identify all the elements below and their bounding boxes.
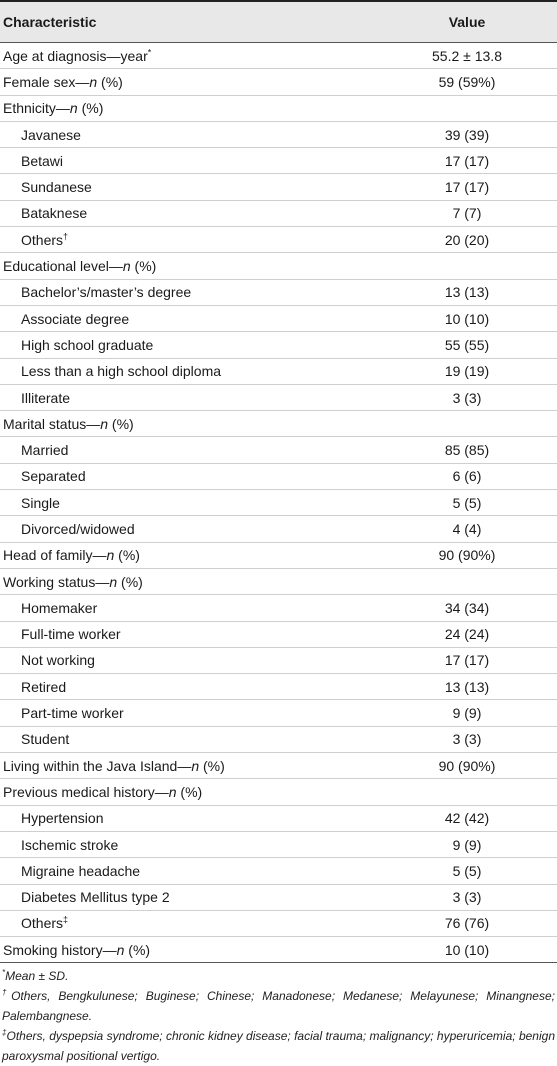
row-label-text: Less than a high school diploma xyxy=(21,363,222,380)
row-label-text: Female sex— xyxy=(3,73,90,90)
row-label-text: Not working xyxy=(21,652,95,669)
row-value: 6 (6) xyxy=(377,463,557,489)
table-row xyxy=(0,358,557,384)
row-label-text: Married xyxy=(21,442,69,459)
row-label xyxy=(0,779,377,805)
footnote-text: Others, dyspepsia syndrome; chronic kidney disease; facial trauma; malignancy; hyperuricemia; benign paroxysmal positional vertigo. xyxy=(2,1029,555,1064)
row-label-text: Retired xyxy=(21,678,67,695)
row-value: 19 (19) xyxy=(377,358,557,384)
table-row xyxy=(0,43,557,69)
table-row xyxy=(0,174,557,200)
table-row xyxy=(0,253,557,279)
header-value: Value xyxy=(377,1,557,43)
table-row xyxy=(0,69,557,95)
row-value: 17 (17) xyxy=(377,647,557,673)
row-label-text: Illiterate xyxy=(21,389,71,406)
table-row xyxy=(0,516,557,542)
row-label xyxy=(0,805,377,831)
row-label-unit: (%) xyxy=(199,757,225,774)
row-value xyxy=(377,253,557,279)
table-row xyxy=(0,542,557,568)
footnote-symbol: * xyxy=(2,968,6,978)
row-value: 10 (10) xyxy=(377,937,557,963)
row-label xyxy=(0,358,377,384)
row-label xyxy=(0,674,377,700)
footnote xyxy=(2,1026,555,1066)
row-label xyxy=(0,95,377,121)
row-label xyxy=(0,411,377,437)
row-label-n: n xyxy=(106,547,115,564)
row-label-text: High school graduate xyxy=(21,336,154,353)
row-label xyxy=(0,726,377,752)
table-row xyxy=(0,148,557,174)
row-label-unit: (%) xyxy=(77,100,104,117)
row-label xyxy=(0,384,377,410)
row-value xyxy=(377,95,557,121)
row-value: 3 (3) xyxy=(377,384,557,410)
row-label xyxy=(0,937,377,963)
row-label xyxy=(0,200,377,226)
row-label-text: Migraine headache xyxy=(21,862,141,879)
header-row xyxy=(0,1,557,43)
table-row xyxy=(0,227,557,253)
table-row xyxy=(0,437,557,463)
row-label xyxy=(0,174,377,200)
row-label-n: n xyxy=(100,415,109,432)
table-row xyxy=(0,568,557,594)
row-value: 59 (59%) xyxy=(377,69,557,95)
row-label-text: Part-time worker xyxy=(21,705,124,722)
row-value: 55.2 ± 13.8 xyxy=(377,43,557,69)
row-value: 17 (17) xyxy=(377,174,557,200)
footnote xyxy=(2,966,555,986)
footnote xyxy=(2,986,555,1026)
table-row xyxy=(0,937,557,963)
row-label xyxy=(0,595,377,621)
table-row xyxy=(0,700,557,726)
row-label xyxy=(0,279,377,305)
row-value: 55 (55) xyxy=(377,332,557,358)
row-value: 13 (13) xyxy=(377,674,557,700)
row-label-text: Ischemic stroke xyxy=(21,836,119,853)
table-row xyxy=(0,121,557,147)
row-label-text: Smoking history— xyxy=(3,941,117,958)
row-label-n: n xyxy=(116,941,125,958)
row-label-text: Bachelor’s/master’s degree xyxy=(21,284,192,301)
row-label xyxy=(0,516,377,542)
row-value: 34 (34) xyxy=(377,595,557,621)
row-label-text: Divorced/widowed xyxy=(21,520,135,537)
row-label-text: Separated xyxy=(21,468,86,485)
row-label xyxy=(0,647,377,673)
row-label xyxy=(0,858,377,884)
row-label xyxy=(0,831,377,857)
footnote-text: Others, Bengkulunese; Buginese; Chinese; Manadonese; Medanese; Melayunese; Minangnese; Palembangnese. xyxy=(2,989,555,1024)
row-value: 4 (4) xyxy=(377,516,557,542)
row-label xyxy=(0,332,377,358)
footnote-marker: † xyxy=(63,231,69,242)
row-label-text: Single xyxy=(21,494,60,511)
header-characteristic: Characteristic xyxy=(0,1,377,43)
row-label xyxy=(0,305,377,331)
row-value: 10 (10) xyxy=(377,305,557,331)
table-row xyxy=(0,95,557,121)
row-value: 90 (90%) xyxy=(377,542,557,568)
footnote-symbol: † xyxy=(2,988,12,998)
row-label-text: Betawi xyxy=(21,152,64,169)
row-value: 85 (85) xyxy=(377,437,557,463)
table-row xyxy=(0,490,557,516)
row-value: 7 (7) xyxy=(377,200,557,226)
table-row xyxy=(0,726,557,752)
row-label xyxy=(0,884,377,910)
row-label xyxy=(0,753,377,779)
row-value: 42 (42) xyxy=(377,805,557,831)
table-footnotes xyxy=(0,963,557,1066)
row-value xyxy=(377,779,557,805)
table-row xyxy=(0,858,557,884)
row-label-n: n xyxy=(109,573,118,590)
table-row xyxy=(0,384,557,410)
row-value: 3 (3) xyxy=(377,884,557,910)
table-row xyxy=(0,831,557,857)
row-label-text: Bataknese xyxy=(21,205,88,222)
row-label-n: n xyxy=(191,757,200,774)
row-value: 9 (9) xyxy=(377,831,557,857)
row-label-text: Head of family— xyxy=(3,547,107,564)
row-label-text: Javanese xyxy=(21,126,81,143)
table-header xyxy=(0,1,557,43)
row-label xyxy=(0,437,377,463)
row-label xyxy=(0,148,377,174)
row-label-text: Marital status— xyxy=(3,415,101,432)
table-row xyxy=(0,674,557,700)
table-row xyxy=(0,411,557,437)
row-value: 5 (5) xyxy=(377,490,557,516)
row-value: 5 (5) xyxy=(377,858,557,884)
table-row xyxy=(0,305,557,331)
table-row xyxy=(0,332,557,358)
row-label xyxy=(0,121,377,147)
row-label xyxy=(0,253,377,279)
row-value xyxy=(377,411,557,437)
table-row xyxy=(0,910,557,936)
footnote-text: Mean ± SD. xyxy=(5,969,69,984)
row-label-n: n xyxy=(168,783,177,800)
row-label-unit: (%) xyxy=(97,73,123,90)
table-row xyxy=(0,595,557,621)
table-row xyxy=(0,200,557,226)
row-label-text: Homemaker xyxy=(21,599,98,616)
row-value xyxy=(377,568,557,594)
row-label xyxy=(0,542,377,568)
row-label-text: Hypertension xyxy=(21,810,104,827)
row-value: 3 (3) xyxy=(377,726,557,752)
row-label xyxy=(0,43,377,69)
row-label xyxy=(0,69,377,95)
row-label-n: n xyxy=(69,100,78,117)
row-label-text: Previous medical history— xyxy=(3,783,169,800)
row-label-text: Diabetes Mellitus type 2 xyxy=(21,889,170,906)
table-row xyxy=(0,753,557,779)
row-label-text: Others xyxy=(21,915,64,932)
table-row xyxy=(0,463,557,489)
row-value: 9 (9) xyxy=(377,700,557,726)
table-row xyxy=(0,884,557,910)
row-label xyxy=(0,227,377,253)
row-label-text: Sundanese xyxy=(21,179,92,196)
table-row xyxy=(0,621,557,647)
footnote-marker: * xyxy=(147,46,152,57)
row-value: 76 (76) xyxy=(377,910,557,936)
row-label-text: Educational level— xyxy=(3,258,123,275)
table-row xyxy=(0,279,557,305)
row-label-unit: (%) xyxy=(117,573,143,590)
row-value: 20 (20) xyxy=(377,227,557,253)
row-label-n: n xyxy=(122,258,131,275)
footnote-symbol: ‡ xyxy=(2,1028,7,1038)
row-label xyxy=(0,490,377,516)
row-label-unit: (%) xyxy=(124,941,151,958)
row-label-n: n xyxy=(89,73,98,90)
row-label-text: Others xyxy=(21,231,64,248)
row-label-unit: (%) xyxy=(114,547,140,564)
row-label-text: Associate degree xyxy=(21,310,130,327)
row-label xyxy=(0,910,377,936)
table-row xyxy=(0,805,557,831)
row-value: 90 (90%) xyxy=(377,753,557,779)
table-row xyxy=(0,647,557,673)
row-label xyxy=(0,700,377,726)
row-label-text: Living within the Java Island— xyxy=(3,757,192,774)
table-body xyxy=(0,43,557,963)
row-label-unit: (%) xyxy=(176,783,203,800)
row-label xyxy=(0,568,377,594)
row-label xyxy=(0,463,377,489)
row-label-text: Age at diagnosis—year xyxy=(3,47,148,64)
row-label-unit: (%) xyxy=(130,258,157,275)
table-row xyxy=(0,779,557,805)
row-value: 39 (39) xyxy=(377,121,557,147)
row-label-unit: (%) xyxy=(108,415,134,432)
row-value: 17 (17) xyxy=(377,148,557,174)
row-label-text: Ethnicity— xyxy=(3,100,70,117)
row-label-text: Working status— xyxy=(3,573,110,590)
row-value: 13 (13) xyxy=(377,279,557,305)
row-value: 24 (24) xyxy=(377,621,557,647)
row-label xyxy=(0,621,377,647)
row-label-text: Full-time worker xyxy=(21,626,121,643)
row-label-text: Student xyxy=(21,731,70,748)
footnote-marker: ‡ xyxy=(63,914,69,925)
